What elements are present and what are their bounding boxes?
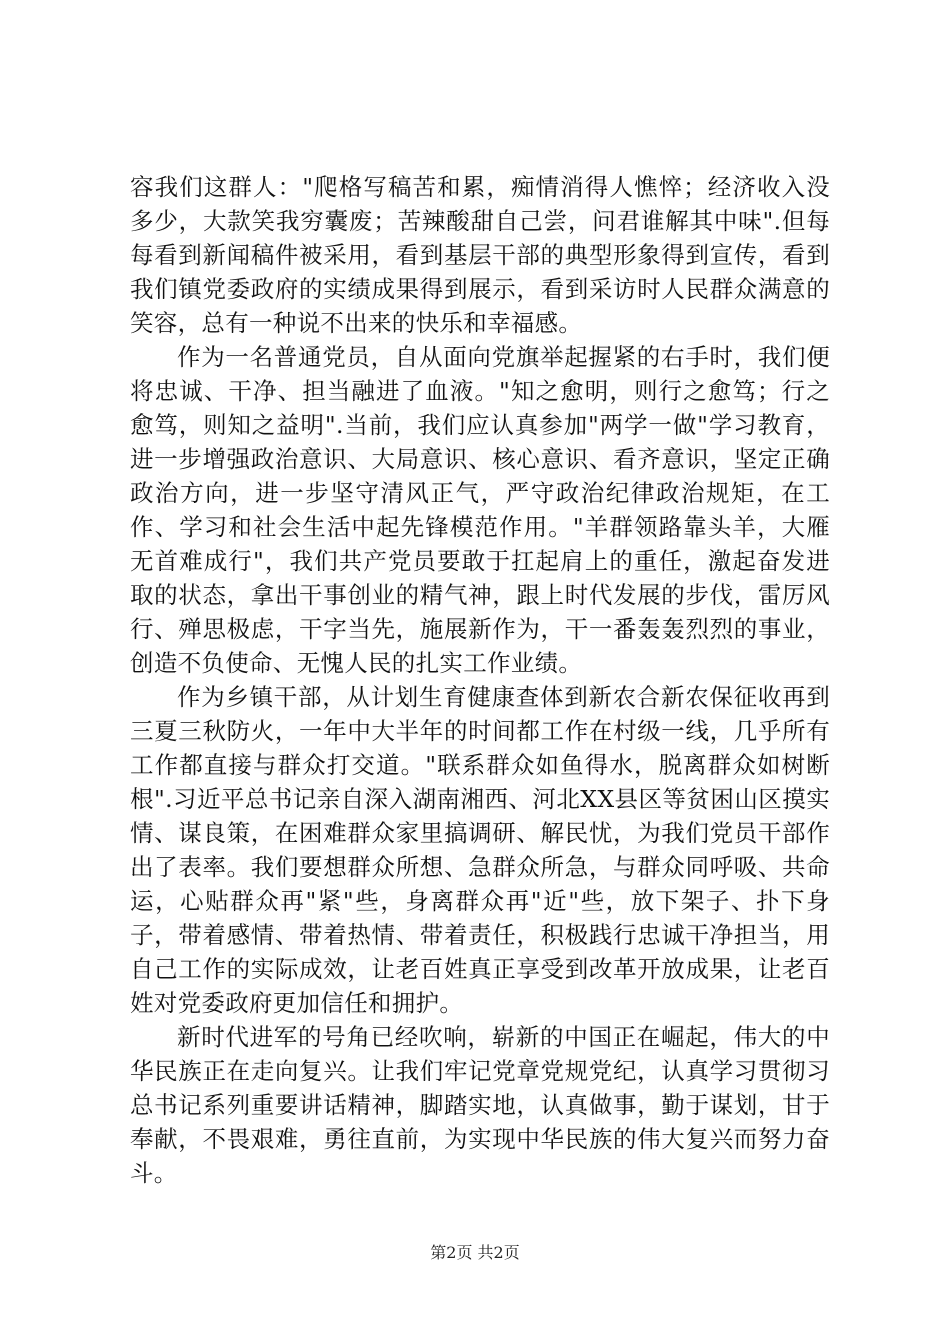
paragraph-1: 容我们这群人："爬格写稿苦和累，痴情消得人憔悴；经济收入没多少，大款笑我穷囊废；苦辣酸甜自己尝，问君谁解其中味".但每每看到新闻稿件被采用，看到基层干部的典型形象得到宣传，看到我们镇党委政府的实绩成果得到展示，看到采访时人民群众满意的笑容，总有一种说不出来的快乐和幸福感。: [130, 173, 830, 337]
paragraph-2: 作为一名普通党员，自从面向党旗举起握紧的右手时，我们便将忠诚、干净、担当融进了血液。"知之愈明，则行之愈笃；行之愈笃，则知之益明".当前，我们应认真参加"两学一做"学习教育，进一步增强政治意识、大局意识、核心意识、看齐意识，坚定正确政治方向，进一步坚守清风正气，严守政治纪律政治规矩，在工作、学习和社会生活中起先锋模范作用。"羊群领路靠头羊，大雁无首难成行"，我们共产党员要敢于扛起肩上的重任，激起奋发进取的状态，拿出干事创业的精气神，跟上时代发展的步伐，雷厉风行、殚思极虑，干字当先，施展新作为，干一番轰轰烈烈的事业，创造不负使命、无愧人民的扎实工作业绩。: [130, 343, 830, 677]
page-footer: 第2页 共2页: [430, 1243, 520, 1262]
paragraph-3: 作为乡镇干部，从计划生育健康查体到新农合新农保征收再到三夏三秋防火，一年中大半年的时间都工作在村级一线，几乎所有工作都直接与群众打交道。"联系群众如鱼得水，脱离群众如树断根".习近平总书记亲自深入湖南湘西、河北XX县区等贫困山区摸实情、谋良策，在困难群众家里搞调研、解民忧，为我们党员干部作出了表率。我们要想群众所想、急群众所急，与群众同呼吸、共命运，心贴群众再"紧"些，身离群众再"近"些，放下架子、扑下身子，带着感情、带着热情、带着责任，积极践行忠诚干净担当，用自己工作的实际成效，让老百姓真正享受到改革开放成果，让老百姓对党委政府更加信任和拥护。: [130, 683, 830, 1017]
paragraph-4: 新时代进军的号角已经吹响，崭新的中国正在崛起，伟大的中华民族正在走向复兴。让我们牢记党章党规党纪，认真学习贯彻习总书记系列重要讲话精神，脚踏实地，认真做事，勤于谋划，甘于奉献，不畏艰难，勇往直前，为实现中华民族的伟大复兴而努力奋斗。: [130, 1023, 830, 1187]
document-body: [130, 170, 830, 1190]
